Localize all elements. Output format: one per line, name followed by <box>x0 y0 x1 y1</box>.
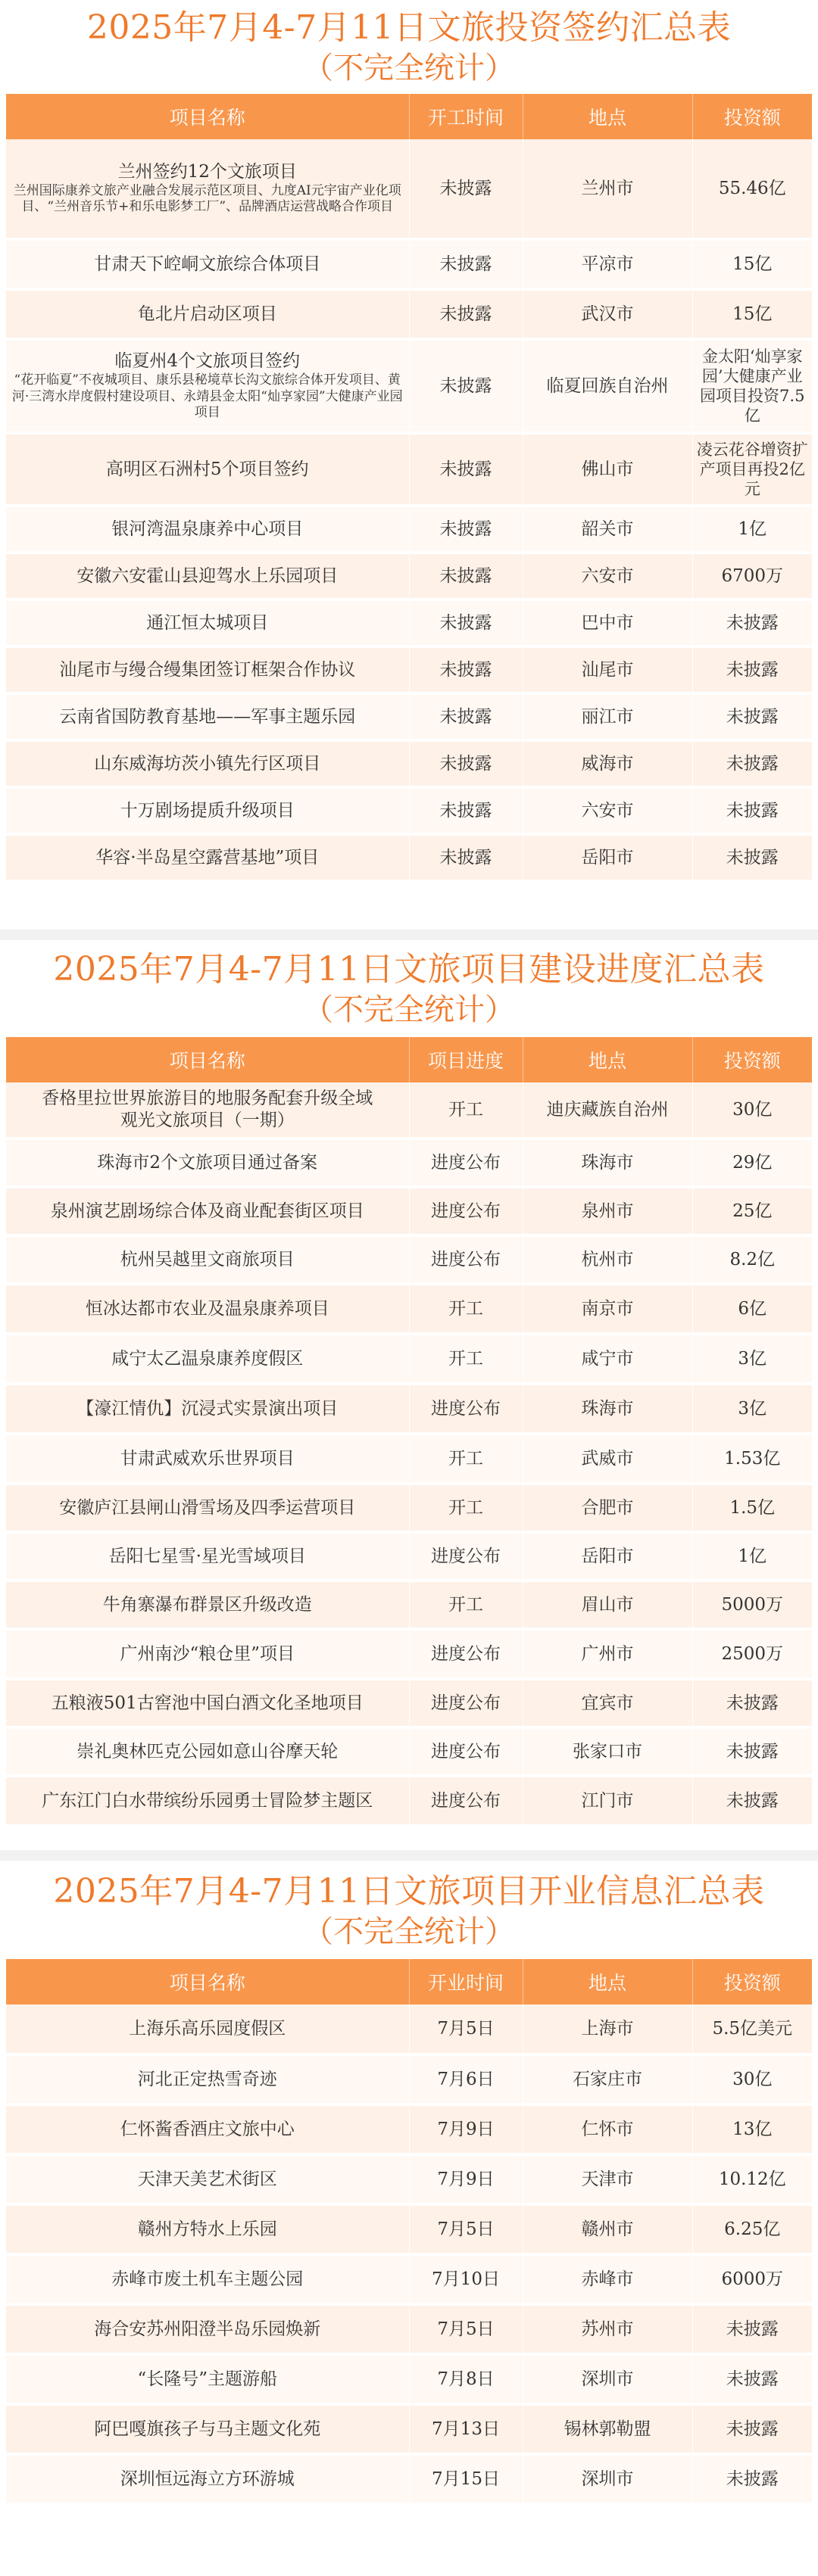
project-open-time: 7月5日 <box>409 2004 523 2054</box>
project-name: 赣州方特水上乐园 <box>6 2204 409 2254</box>
project-place: 韶关市 <box>523 506 692 553</box>
table-row <box>6 2204 812 2254</box>
project-name: 五粮液501古窖池中国白酒文化圣地项目 <box>6 1679 409 1727</box>
project-amount: 未披露 <box>692 1727 812 1776</box>
project-amount: 未披露 <box>692 2404 812 2454</box>
table-row <box>6 2454 812 2504</box>
project-name: “长隆号”主题游船 <box>6 2354 409 2404</box>
project-progress: 开工 <box>409 1484 523 1532</box>
project-name: 安徽庐江县闸山滑雪场及四季运营项目 <box>6 1484 409 1532</box>
project-name: 赤峰市废土机车主题公园 <box>6 2254 409 2304</box>
table-header-row <box>6 1959 812 2004</box>
table-row <box>6 1679 812 1727</box>
project-name: 十万剧场提质升级项目 <box>6 787 409 834</box>
project-amount: 6700万 <box>692 553 812 600</box>
project-name: 甘肃天下崆峒文旅综合体项目 <box>6 239 409 289</box>
project-place: 武汉市 <box>523 289 692 339</box>
project-time: 未披露 <box>409 553 523 600</box>
project-amount: 金太阳‘灿享家园’大健康产业园项目投资7.5亿 <box>692 339 812 433</box>
project-open-time: 7月5日 <box>409 2304 523 2354</box>
project-progress: 开工 <box>409 1334 523 1384</box>
table-row <box>6 2404 812 2454</box>
project-progress: 进度公布 <box>409 1384 523 1434</box>
project-amount: 未披露 <box>692 1776 812 1826</box>
project-amount: 未披露 <box>692 646 812 693</box>
col-header-place: 地点 <box>523 1037 692 1082</box>
project-name: 崇礼奥林匹克公园如意山谷摩天轮 <box>6 1727 409 1776</box>
project-open-time: 7月8日 <box>409 2354 523 2404</box>
project-amount: 30亿 <box>692 1082 812 1138</box>
project-name: 通江恒太城项目 <box>6 600 409 646</box>
project-open-time: 7月9日 <box>409 2104 523 2154</box>
table-row <box>6 1187 812 1235</box>
section-title-main: 2025年7月4-7月11日文旅项目开业信息汇总表 <box>53 1872 765 1911</box>
project-amount: 1亿 <box>692 1532 812 1581</box>
project-name: 云南省国防教育基地——军事主题乐园 <box>6 693 409 740</box>
project-name: 兰州签约12个文旅项目 <box>117 161 297 182</box>
table-row <box>6 787 812 834</box>
section-title <box>0 1864 818 1950</box>
table-row <box>6 2254 812 2304</box>
project-name: 阿巴嘎旗孩子与马主题文化苑 <box>6 2404 409 2454</box>
section-title <box>0 943 818 1028</box>
project-progress: 开工 <box>409 1434 523 1484</box>
project-place: 临夏回族自治州 <box>523 339 692 433</box>
project-amount: 6000万 <box>692 2254 812 2304</box>
project-amount: 1.53亿 <box>692 1434 812 1484</box>
project-amount: 未披露 <box>692 2354 812 2404</box>
project-name: 广州南沙“粮仓里”项目 <box>6 1629 409 1679</box>
project-time: 未披露 <box>409 139 523 239</box>
table-row <box>6 740 812 787</box>
project-place: 宜宾市 <box>523 1679 692 1727</box>
project-name: 汕尾市与缦合缦集团签订框架合作协议 <box>6 646 409 693</box>
project-name-cell <box>6 139 409 239</box>
investment-table <box>6 94 812 883</box>
project-open-time: 7月6日 <box>409 2054 523 2104</box>
project-place: 岳阳市 <box>523 834 692 881</box>
col-header-time: 开工时间 <box>409 94 523 139</box>
project-progress: 进度公布 <box>409 1532 523 1581</box>
project-place: 深圳市 <box>523 2354 692 2404</box>
table-row <box>6 1138 812 1187</box>
project-amount: 6亿 <box>692 1284 812 1334</box>
project-time: 未披露 <box>409 600 523 646</box>
table-row <box>6 1776 812 1826</box>
project-name: 咸宁太乙温泉康养度假区 <box>6 1334 409 1384</box>
project-name: 深圳恒远海立方环游城 <box>6 2454 409 2504</box>
col-header-place: 地点 <box>523 1959 692 2004</box>
table-row <box>6 2304 812 2354</box>
project-place: 苏州市 <box>523 2304 692 2354</box>
section-progress <box>0 943 818 1028</box>
project-amount: 2500万 <box>692 1629 812 1679</box>
project-name: 银河湾温泉康养中心项目 <box>6 506 409 553</box>
project-time: 未披露 <box>409 433 523 506</box>
project-open-time: 7月13日 <box>409 2404 523 2454</box>
project-name: 山东威海坊茨小镇先行区项目 <box>6 740 409 787</box>
project-place: 南京市 <box>523 1284 692 1334</box>
table-row <box>6 1082 812 1138</box>
project-amount: 未披露 <box>692 2454 812 2504</box>
project-amount: 未披露 <box>692 600 812 646</box>
project-progress: 开工 <box>409 1284 523 1334</box>
project-place: 汕尾市 <box>523 646 692 693</box>
project-detail: 兰州国际康养文旅产业融合发展示范区项目、九度AI元宇宙产业化项目、“兰州音乐节+和乐电影梦工厂”、品牌酒店运营战略合作项目 <box>13 182 401 215</box>
table-row <box>6 834 812 881</box>
project-progress: 进度公布 <box>409 1629 523 1679</box>
project-name: 牛角寨瀑布群景区升级改造 <box>6 1581 409 1629</box>
table-row <box>6 2004 812 2054</box>
project-amount: 未披露 <box>692 693 812 740</box>
col-header-open-time: 开业时间 <box>409 1959 523 2004</box>
col-header-amount: 投资额 <box>692 94 812 139</box>
table-row <box>6 1235 812 1284</box>
project-open-time: 7月5日 <box>409 2204 523 2254</box>
project-open-time: 7月9日 <box>409 2154 523 2204</box>
table-row <box>6 553 812 600</box>
project-place: 赣州市 <box>523 2204 692 2254</box>
project-amount: 15亿 <box>692 289 812 339</box>
table-row <box>6 693 812 740</box>
table-row <box>6 1434 812 1484</box>
project-name: 天津天美艺术街区 <box>6 2154 409 2204</box>
project-place: 平凉市 <box>523 239 692 289</box>
table-row <box>6 1629 812 1679</box>
project-time: 未披露 <box>409 506 523 553</box>
col-header-progress: 项目进度 <box>409 1037 523 1082</box>
table-row <box>6 139 812 239</box>
project-progress: 进度公布 <box>409 1679 523 1727</box>
project-name: 香格里拉世界旅游目的地服务配套升级全域观光文旅项目（一期） <box>6 1082 409 1138</box>
table-row <box>6 1484 812 1532</box>
project-place: 兰州市 <box>523 139 692 239</box>
project-time: 未披露 <box>409 693 523 740</box>
col-header-name: 项目名称 <box>6 1037 409 1082</box>
project-name: 上海乐高乐园度假区 <box>6 2004 409 2054</box>
col-header-amount: 投资额 <box>692 1037 812 1082</box>
project-amount: 5000万 <box>692 1581 812 1629</box>
project-time: 未披露 <box>409 289 523 339</box>
project-place: 威海市 <box>523 740 692 787</box>
project-place: 迪庆藏族自治州 <box>523 1082 692 1138</box>
project-place: 眉山市 <box>523 1581 692 1629</box>
project-place: 珠海市 <box>523 1138 692 1187</box>
project-progress: 进度公布 <box>409 1235 523 1284</box>
project-place: 天津市 <box>523 2154 692 2204</box>
table-row <box>6 239 812 289</box>
col-header-name: 项目名称 <box>6 94 409 139</box>
project-place: 赤峰市 <box>523 2254 692 2304</box>
project-place: 仁怀市 <box>523 2104 692 2154</box>
project-place: 岳阳市 <box>523 1532 692 1581</box>
project-time: 未披露 <box>409 740 523 787</box>
project-place: 上海市 <box>523 2004 692 2054</box>
section-title-sub: （不完全统计） <box>303 992 515 1027</box>
project-name: 高明区石洲村5个项目签约 <box>6 433 409 506</box>
project-name: 甘肃武威欢乐世界项目 <box>6 1434 409 1484</box>
project-place: 泉州市 <box>523 1187 692 1235</box>
project-amount: 未披露 <box>692 740 812 787</box>
table-row <box>6 646 812 693</box>
table-row <box>6 339 812 433</box>
project-amount: 3亿 <box>692 1334 812 1384</box>
progress-table <box>6 1037 812 1827</box>
project-amount: 未披露 <box>692 787 812 834</box>
project-time: 未披露 <box>409 834 523 881</box>
project-amount: 3亿 <box>692 1384 812 1434</box>
project-amount: 25亿 <box>692 1187 812 1235</box>
table-row <box>6 2154 812 2204</box>
project-amount: 未披露 <box>692 2304 812 2354</box>
table-row <box>6 433 812 506</box>
opening-table <box>6 1959 812 2506</box>
project-place: 张家口市 <box>523 1727 692 1776</box>
project-amount: 1.5亿 <box>692 1484 812 1532</box>
project-amount: 55.46亿 <box>692 139 812 239</box>
project-name: 华容·半岛星空露营基地”项目 <box>6 834 409 881</box>
table-row <box>6 1727 812 1776</box>
project-name: 临夏州4个文旅项目签约 <box>114 351 301 371</box>
project-time: 未披露 <box>409 239 523 289</box>
project-place: 巴中市 <box>523 600 692 646</box>
table-header-row <box>6 94 812 139</box>
project-amount: 凌云花谷增资扩产项目再投2亿元 <box>692 433 812 506</box>
table-row <box>6 2104 812 2154</box>
project-amount: 15亿 <box>692 239 812 289</box>
project-amount: 29亿 <box>692 1138 812 1187</box>
section-opening <box>0 1864 818 1950</box>
table-row <box>6 1334 812 1384</box>
project-name: 河北正定热雪奇迹 <box>6 2054 409 2104</box>
project-place: 六安市 <box>523 787 692 834</box>
project-place: 杭州市 <box>523 1235 692 1284</box>
project-name: 【濠江情仇】沉浸式实景演出项目 <box>6 1384 409 1434</box>
project-place: 咸宁市 <box>523 1334 692 1384</box>
project-name: 珠海市2个文旅项目通过备案 <box>6 1138 409 1187</box>
project-amount: 8.2亿 <box>692 1235 812 1284</box>
table-row <box>6 1284 812 1334</box>
section-title-main: 2025年7月4-7月11日文旅投资签约汇总表 <box>86 8 732 47</box>
table-row <box>6 2354 812 2404</box>
project-place: 石家庄市 <box>523 2054 692 2104</box>
project-amount: 30亿 <box>692 2054 812 2104</box>
project-progress: 开工 <box>409 1581 523 1629</box>
project-amount: 未披露 <box>692 834 812 881</box>
table-row <box>6 600 812 646</box>
project-open-time: 7月15日 <box>409 2454 523 2504</box>
section-title-main: 2025年7月4-7月11日文旅项目建设进度汇总表 <box>53 950 765 989</box>
project-time: 未披露 <box>409 646 523 693</box>
col-header-amount: 投资额 <box>692 1959 812 2004</box>
project-detail: “花开临夏”不夜城项目、康乐县秘境草长沟文旅综合体开发项目、黄河·三湾水岸度假村建设项目、永靖县金太阳“灿享家园”大健康产业园项目 <box>11 372 403 421</box>
project-progress: 进度公布 <box>409 1727 523 1776</box>
project-open-time: 7月10日 <box>409 2254 523 2304</box>
project-name: 杭州吴越里文商旅项目 <box>6 1235 409 1284</box>
col-header-name: 项目名称 <box>6 1959 409 2004</box>
table-header-row <box>6 1037 812 1082</box>
project-place: 江门市 <box>523 1776 692 1826</box>
project-amount: 未披露 <box>692 1679 812 1727</box>
project-place: 深圳市 <box>523 2454 692 2504</box>
project-progress: 进度公布 <box>409 1138 523 1187</box>
project-amount: 6.25亿 <box>692 2204 812 2254</box>
project-name: 恒冰达都市农业及温泉康养项目 <box>6 1284 409 1334</box>
project-place: 六安市 <box>523 553 692 600</box>
table-row <box>6 2054 812 2104</box>
section-divider <box>0 930 818 940</box>
project-place: 合肥市 <box>523 1484 692 1532</box>
project-place: 广州市 <box>523 1629 692 1679</box>
project-name: 龟北片启动区项目 <box>6 289 409 339</box>
project-time: 未披露 <box>409 339 523 433</box>
project-progress: 进度公布 <box>409 1776 523 1826</box>
project-progress: 开工 <box>409 1082 523 1138</box>
col-header-place: 地点 <box>523 94 692 139</box>
table-row <box>6 1581 812 1629</box>
project-place: 丽江市 <box>523 693 692 740</box>
project-amount: 5.5亿美元 <box>692 2004 812 2054</box>
project-place: 武威市 <box>523 1434 692 1484</box>
table-row <box>6 506 812 553</box>
table-row <box>6 1532 812 1581</box>
project-name: 岳阳七星雪·星光雪域项目 <box>6 1532 409 1581</box>
project-name: 安徽六安霍山县迎驾水上乐园项目 <box>6 553 409 600</box>
project-name: 泉州演艺剧场综合体及商业配套街区项目 <box>6 1187 409 1235</box>
project-amount: 10.12亿 <box>692 2154 812 2204</box>
project-time: 未披露 <box>409 787 523 834</box>
project-name: 海合安苏州阳澄半岛乐园焕新 <box>6 2304 409 2354</box>
project-place: 锡林郭勒盟 <box>523 2404 692 2454</box>
project-name-cell <box>6 339 409 433</box>
project-amount: 1亿 <box>692 506 812 553</box>
table-row <box>6 1384 812 1434</box>
project-place: 佛山市 <box>523 433 692 506</box>
project-progress: 进度公布 <box>409 1187 523 1235</box>
table-row <box>6 289 812 339</box>
section-title-sub: （不完全统计） <box>303 50 515 86</box>
section-title <box>0 0 818 86</box>
section-divider <box>0 1850 818 1861</box>
project-amount: 13亿 <box>692 2104 812 2154</box>
project-place: 珠海市 <box>523 1384 692 1434</box>
section-investment <box>0 0 818 86</box>
project-name: 广东江门白水带缤纷乐园勇士冒险梦主题区 <box>6 1776 409 1826</box>
section-title-sub: （不完全统计） <box>303 1914 515 1949</box>
project-name: 仁怀酱香酒庄文旅中心 <box>6 2104 409 2154</box>
